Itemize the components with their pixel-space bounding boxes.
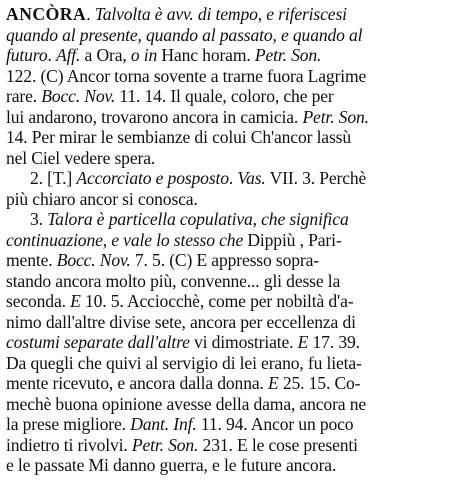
text-run: rare. [6, 86, 42, 106]
text-run: 14. Per mirar le sembianze di colui Ch'ancor lassù [6, 127, 352, 147]
text-line [6, 148, 468, 169]
italic-text: Talvolta è avv. di tempo [94, 4, 258, 24]
italic-text: e vale lo stesso che [111, 229, 244, 250]
text-line [6, 25, 468, 46]
text-run: Dippiù , Pari- [243, 229, 342, 250]
text-run: 7. 5. (C) E appresso sopra- [130, 250, 319, 270]
italic-text: che significa [261, 209, 349, 229]
text-line [6, 189, 468, 210]
text-run: mechè buona opinione avesse della dama, ancora ne [6, 393, 367, 414]
text-line [6, 230, 468, 251]
text-run: seconda. [6, 291, 71, 311]
text-run: . [47, 45, 56, 65]
italic-text: Bocc. Nov. [56, 250, 131, 270]
text-run: più chiaro ancor si conosca. [6, 188, 198, 209]
headword: ANCÒRA [6, 4, 87, 24]
text-line [6, 291, 468, 312]
text-run: la prese migliore. [6, 414, 131, 434]
text-line [6, 271, 468, 292]
text-line [6, 435, 468, 456]
text-line [6, 332, 468, 353]
italic-text: E [268, 373, 279, 393]
text-line [6, 455, 468, 476]
text-run: nimo dall'altre divise sete, ancora per eccellenza di [6, 311, 356, 332]
text-line [6, 107, 468, 128]
text-run: lui andarono, trovarono ancora in camicia. [6, 106, 303, 127]
italic-text: E [70, 291, 81, 311]
italic-text: Petr. Son. [131, 434, 199, 455]
text-run: , [252, 209, 262, 229]
text-line [6, 250, 468, 271]
text-run: 25. 15. Co- [278, 373, 361, 393]
text-run: stando ancora molto più, convenne... gli desse la [6, 270, 341, 291]
italic-text: costumi separate dall'altre [6, 332, 190, 352]
text-run: 11. 14. Il quale, coloro, che per [115, 86, 334, 106]
text-line [6, 4, 468, 25]
italic-text: Petr. Son. [302, 106, 369, 127]
text-run: 122. (C) Ancor torna sovente a trarne fuora Lagrime [6, 65, 367, 86]
text-run: indietro ti rivolvi. [6, 434, 132, 455]
text-run: a Ora, [80, 45, 131, 65]
text-run: . [86, 4, 95, 24]
text-line [6, 353, 468, 374]
text-run: 17. 39. [308, 332, 360, 352]
italic-text: e riferiscesi [266, 4, 347, 24]
italic-text: Vas. [237, 168, 266, 188]
italic-text: Aff. [55, 45, 81, 65]
text-line [6, 127, 468, 148]
text-run: mente. [6, 250, 57, 270]
text-run: VII. 3. Perchè [265, 168, 367, 188]
text-run: , [102, 229, 112, 250]
text-line [6, 66, 468, 87]
text-run: 10. 5. Acciocchè, come per nobiltà d'a- [80, 291, 354, 311]
italic-text: futuro [6, 45, 48, 65]
text-run: nel Ciel vedere spera. [6, 147, 156, 168]
text-run: , [257, 4, 267, 24]
text-run: e le passate Mi danno guerra, e le future ancora. [6, 455, 337, 475]
italic-text: Bocc. Nov. [41, 86, 116, 106]
text-run: 11. 94. Ancor un poco [196, 414, 354, 434]
text-run: Da quegli che quivi al servigio di lei erano, fu lieta- [6, 352, 362, 373]
text-line [6, 414, 468, 435]
italic-text: quando al presente, quando al passato, e quando al [6, 24, 363, 45]
text-run: Hanc horam. [157, 45, 255, 65]
text-line [6, 45, 468, 66]
text-run: 3. [30, 209, 48, 229]
text-run: vi dimostriate. [189, 332, 298, 352]
italic-text: o in [130, 45, 158, 65]
text-run: 231. E le cose presenti [198, 434, 358, 455]
italic-text: Dant. Inf. [130, 414, 197, 434]
text-line [6, 373, 468, 394]
italic-text: continuazione [6, 229, 103, 250]
text-run: 2. [T.] [30, 168, 77, 188]
italic-text: Talora è particella copulativa [47, 209, 253, 229]
italic-text: E [297, 332, 309, 352]
text-line [6, 168, 468, 189]
dictionary-entry-ancora [6, 4, 468, 476]
italic-text: Accorciato e posposto [76, 168, 229, 188]
italic-text: Petr. Son. [254, 45, 322, 65]
text-run: mente ricevuto, e ancora dalla donna. [6, 373, 268, 393]
text-line [6, 209, 468, 230]
text-line [6, 312, 468, 333]
text-line [6, 394, 468, 415]
text-run: . [228, 168, 238, 188]
text-line [6, 86, 468, 107]
